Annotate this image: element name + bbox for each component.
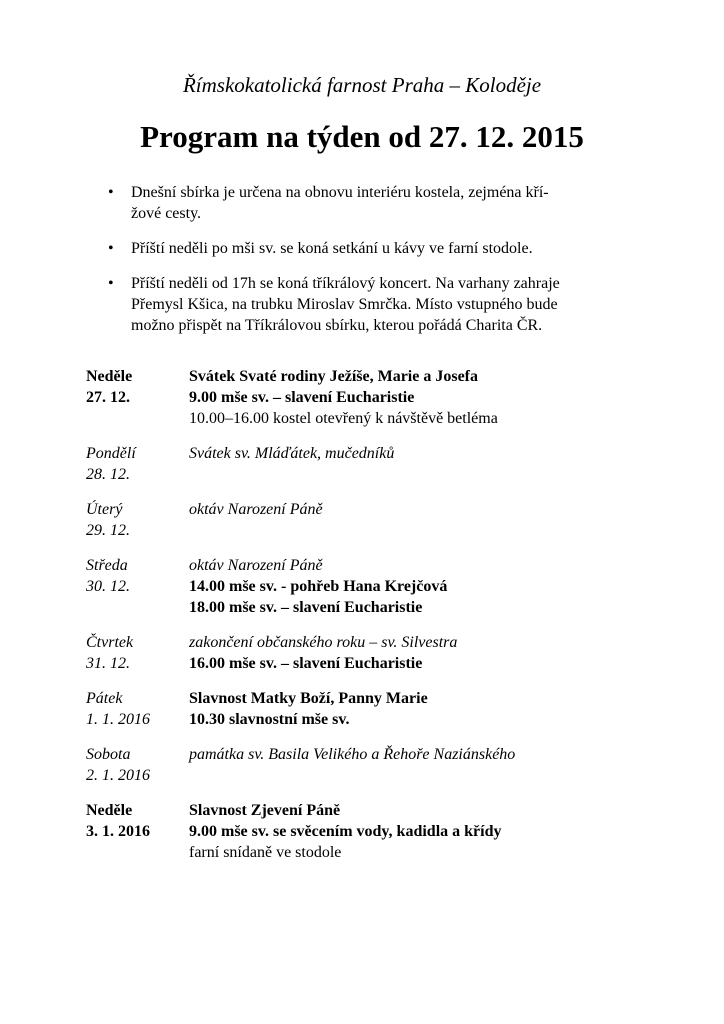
schedule-day — [86, 744, 666, 786]
event-line: oktáv Narození Páně — [189, 557, 323, 574]
weekly-schedule — [86, 366, 666, 877]
announcement-item — [105, 238, 645, 259]
day-events — [189, 632, 666, 674]
schedule-day — [86, 800, 666, 863]
day-date: 1. 1. 2016 — [86, 711, 150, 728]
event-line: Slavnost Zjevení Páně — [189, 802, 341, 819]
event-line: farní snídaně ve stodole — [189, 844, 342, 861]
schedule-day — [86, 688, 666, 730]
day-name: Pondělí — [86, 445, 136, 462]
schedule-day — [86, 555, 666, 618]
schedule-day — [86, 366, 666, 429]
day-date: 29. 12. — [86, 522, 130, 539]
day-date: 31. 12. — [86, 655, 130, 672]
day-events — [189, 499, 666, 541]
event-line: památka sv. Basila Velikého a Řehoře Naziánského — [189, 746, 516, 763]
announcement-line: žové cesty. — [131, 205, 202, 222]
day-name: Středa — [86, 557, 128, 574]
announcement-item — [105, 182, 645, 224]
day-date: 27. 12. — [86, 389, 130, 406]
event-line: 10.30 slavnostní mše sv. — [189, 711, 350, 728]
event-line: oktáv Narození Páně — [189, 501, 323, 518]
day-label — [86, 443, 189, 485]
day-name: Sobota — [86, 746, 131, 763]
day-date: 3. 1. 2016 — [86, 823, 150, 840]
day-label — [86, 555, 189, 618]
announcement-line: Příští neděli od 17h se koná tříkrálový koncert. Na varhany zahraje — [131, 275, 560, 292]
day-name: Neděle — [86, 368, 133, 385]
day-label — [86, 800, 189, 863]
day-label — [86, 632, 189, 674]
event-line: 10.00–16.00 kostel otevřený k návštěvě betléma — [189, 410, 498, 427]
event-line: 16.00 mše sv. – slavení Eucharistie — [189, 655, 423, 672]
day-label — [86, 499, 189, 541]
day-name: Úterý — [86, 501, 123, 518]
announcement-item — [105, 273, 645, 336]
parish-name: Římskokatolická farnost Praha – Koloděje — [182, 73, 542, 97]
schedule-day — [86, 443, 666, 485]
event-line: 9.00 mše sv. – slavení Eucharistie — [189, 389, 415, 406]
day-label — [86, 366, 189, 429]
event-line: Slavnost Matky Boží, Panny Marie — [189, 690, 428, 707]
day-label — [86, 744, 189, 786]
day-name: Neděle — [86, 802, 133, 819]
day-label — [86, 688, 189, 730]
day-date: 28. 12. — [86, 466, 130, 483]
schedule-day — [86, 632, 666, 674]
day-name: Čtvrtek — [86, 634, 134, 651]
announcement-line: Přemysl Kšica, na trubku Miroslav Smrčka. Místo vstupného bude — [131, 296, 558, 313]
event-line: Svátek Svaté rodiny Ježíše, Marie a Josefa — [189, 368, 478, 385]
bullet-icon: • — [108, 184, 114, 201]
day-events — [189, 555, 666, 618]
event-line: 18.00 mše sv. – slavení Eucharistie — [189, 599, 423, 616]
event-line: 9.00 mše sv. se svěcením vody, kadidla a křídy — [189, 823, 502, 840]
day-name: Pátek — [86, 690, 123, 707]
event-line: zakončení občanského roku – sv. Silvestra — [189, 634, 458, 651]
day-events — [189, 443, 666, 485]
event-line: 14.00 mše sv. - pohřeb Hana Krejčová — [189, 578, 448, 595]
day-events — [189, 800, 666, 863]
announcement-line: možno přispět na Tříkrálovou sbírku, kterou pořádá Charita ČR. — [131, 317, 543, 334]
event-line: Svátek sv. Mláďátek, mučedníků — [189, 445, 395, 462]
day-events — [189, 688, 666, 730]
day-events — [189, 366, 666, 429]
announcement-line: Příští neděli po mši sv. se koná setkání u kávy ve farní stodole. — [131, 240, 533, 257]
announcements-list — [105, 182, 645, 350]
day-date: 2. 1. 2016 — [86, 767, 150, 784]
day-date: 30. 12. — [86, 578, 130, 595]
day-events — [189, 744, 666, 786]
bullet-icon: • — [108, 240, 114, 257]
announcement-line: Dnešní sbírka je určena na obnovu interiéru kostela, zejména kří- — [131, 184, 549, 201]
page-title: Program na týden od 27. 12. 2015 — [140, 119, 584, 154]
bullet-icon: • — [108, 275, 114, 292]
schedule-day — [86, 499, 666, 541]
